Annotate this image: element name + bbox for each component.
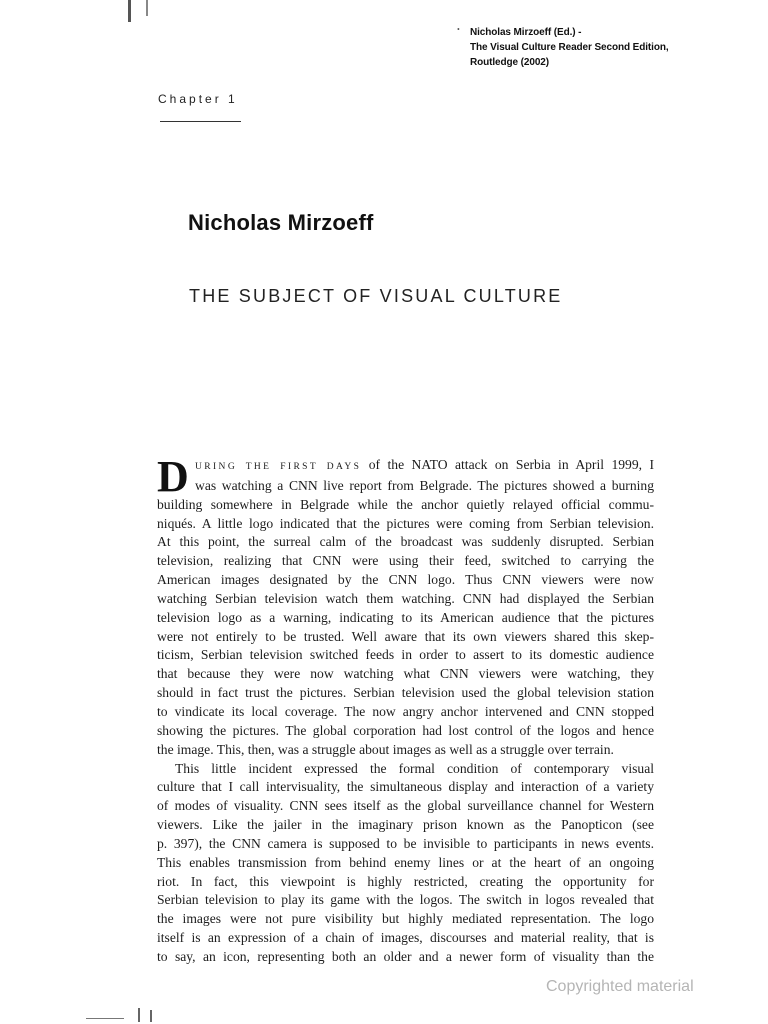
citation-bullet: •: [457, 25, 460, 34]
drop-cap: D: [157, 452, 189, 501]
chapter-label: Chapter 1: [158, 92, 238, 106]
body-line: This little incident expressed the formal condition of contemporary visual: [175, 760, 654, 776]
body-line: television, realizing that CNN were using their feed, switched to carrying the: [157, 553, 654, 569]
body-line: p. 397), the CNN camera is supposed to be invisible to participants in news events.: [157, 835, 654, 851]
scan-mark-bottom-3: [150, 1010, 152, 1022]
body-line: At this point, the surreal calm of the broadcast was suddenly disrupted. Serbian: [157, 534, 654, 550]
body-line-1-rest: of the NATO attack on Serbia in April 1999, I: [361, 457, 654, 472]
citation-block: [470, 25, 740, 70]
body-line: culture that I call intervisuality, the simultaneous display and interaction of a variety: [157, 779, 654, 795]
body-line: watching Serbian television watch them watching. CNN had displayed the Serbian: [157, 590, 654, 606]
citation-line-3: Routledge (2002): [470, 57, 549, 68]
body-line: American images designated by the CNN logo. Thus CNN viewers were now: [157, 572, 654, 588]
paragraph-1: [157, 496, 654, 760]
paragraph-2: [157, 760, 654, 967]
body-text: [157, 452, 654, 967]
scan-mark-bottom-2: [138, 1008, 140, 1022]
body-line: to say, an icon, representing both an older and a newer form of visuality than the: [157, 948, 654, 964]
body-line: This enables transmission from behind enemy lines or at the heart of an ongoing: [157, 854, 654, 870]
body-line: riot. In fact, this viewpoint is highly restricted, creating the opportunity for: [157, 873, 654, 889]
citation-line-2: The Visual Culture Reader Second Edition,: [470, 42, 669, 53]
body-line-2: was watching a CNN live report from Belgrade. The pictures showed a burning: [195, 477, 654, 493]
body-line: were not entirely to be trusted. Well aware that its own viewers shared this skep-: [157, 628, 654, 644]
body-line: viewers. Like the jailer in the imaginary prison known as the Panopticon (see: [157, 817, 654, 833]
body-line: showing the pictures. The global corporation had lost control of the logos and hence: [157, 722, 654, 738]
body-line: television logo as a warning, indicating to its American audience that the pictures: [157, 609, 654, 625]
body-line: that because they were now watching what CNN viewers were watching, they: [157, 666, 654, 682]
scan-mark-top: [128, 0, 131, 22]
body-line: the image. This, then, was a struggle about images as well as a struggle over terrain.: [157, 741, 614, 757]
body-line-1: [157, 456, 654, 477]
scan-mark-top-2: [146, 0, 148, 16]
body-line: building somewhere in Belgrade while the anchor quietly relayed official commu-: [157, 496, 654, 512]
body-line: to vindicate its local coverage. The now angry anchor intervened and CNN stopped: [157, 703, 654, 719]
citation-line-1: Nicholas Mirzoeff (Ed.) -: [470, 27, 582, 38]
copyright-watermark: Copyrighted material: [546, 978, 694, 995]
body-line: should in fact trust the pictures. Serbian television used the global television station: [157, 685, 654, 701]
scan-mark-bottom: [86, 1018, 124, 1019]
body-line: itself is an expression of a chain of images, discourses and material reality, that is: [157, 930, 654, 946]
body-line: of modes of visuality. CNN sees itself as the global surveillance channel for Western: [157, 798, 654, 814]
author-name: Nicholas Mirzoeff: [188, 210, 374, 235]
chapter-rule: [160, 121, 241, 122]
body-line: niqués. A little logo indicated that the pictures were coming from Serbian television.: [157, 515, 654, 531]
opening-smallcaps: URING THE FIRST DAYS: [195, 462, 362, 472]
body-line: Serbian television to play its game with the logos. The switch in logos revealed that: [157, 892, 654, 908]
body-line: ticism, Serbian television switched feeds in order to assert to its domestic audience: [157, 647, 654, 663]
chapter-title: THE SUBJECT OF VISUAL CULTURE: [189, 286, 563, 306]
body-line: the images were not pure visibility but highly mediated representation. The logo: [157, 911, 654, 927]
